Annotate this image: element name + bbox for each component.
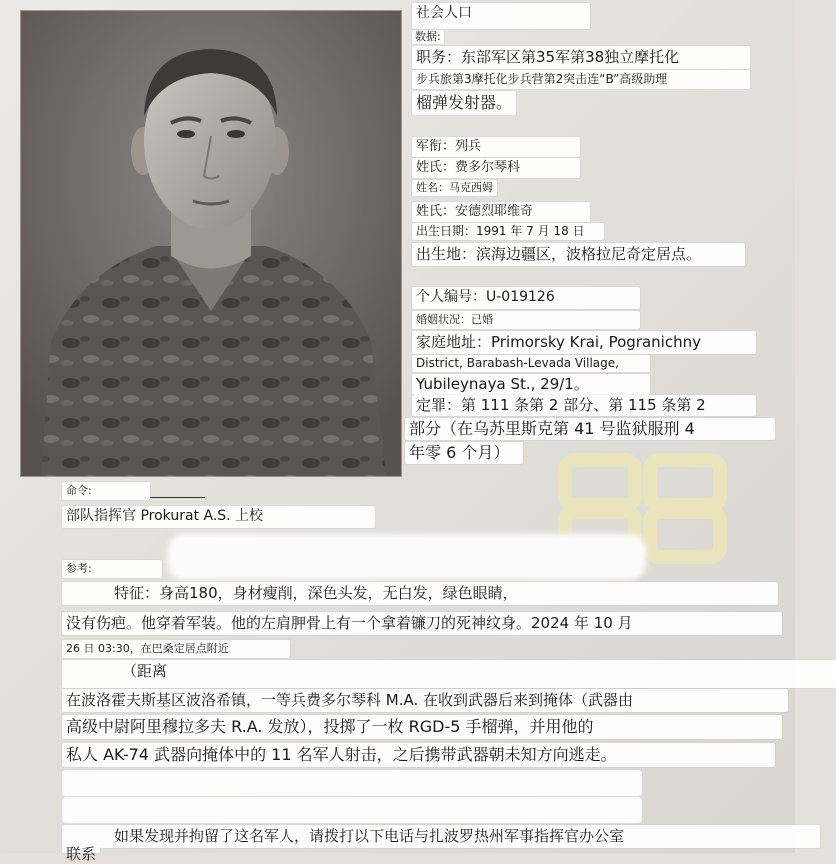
surname-field: 姓氏：费多尔琴科	[412, 158, 580, 178]
conviction-line-3: 年零 6 个月）	[405, 442, 523, 464]
features-line-3: 26 日 03:30，在巴桑定居点附近	[62, 640, 290, 658]
redaction-mask	[62, 770, 642, 796]
address-line-1: 家庭地址：Primorsky Krai, Pogranichny	[412, 331, 756, 354]
personal-id-field: 个人编号：U-019126	[412, 287, 640, 309]
divider	[150, 497, 205, 498]
rank-field: 军衔：列兵	[412, 137, 580, 157]
data-label: 数据:	[412, 30, 444, 44]
commander-line: 部队指挥官 Prokurat A.S. 上校	[62, 506, 375, 528]
social-label: 社会人口	[412, 3, 590, 29]
incident-line-2: 高级中尉阿里穆拉多夫 R.A. 发放），投掷了一枚 RGD-5 手榴弹，并用他的	[62, 715, 782, 739]
birth-place-field: 出生地：滨海边疆区，波格拉尼奇定居点。	[412, 243, 745, 266]
given-name-field: 姓名：马克西姆	[412, 180, 497, 196]
features-line-2: 没有伤疤。他穿着军装。他的左肩胛骨上有一个拿着镰刀的死神纹身。2024 年 10 月	[62, 612, 782, 635]
address-line-2: District, Barabash-Levada Village,	[412, 355, 650, 372]
appeal-line-2: 联系	[62, 845, 100, 853]
position-line-3: 榴弹发射器。	[412, 91, 516, 115]
order-label: 命令:	[62, 482, 150, 500]
reference-label: 参考:	[62, 560, 162, 578]
address-line-3: Yubileynaya St., 29/1。	[412, 374, 650, 395]
conviction-line-1: 定罪：第 111 条第 2 部分、第 115 条第 2	[412, 395, 756, 416]
patronymic-field: 姓氏：安德烈耶维奇	[412, 202, 590, 222]
distance-line: （距离	[62, 660, 836, 688]
features-line-1: 特征：身高180，身材瘦削，深色头发，无白发，绿色眼睛，	[62, 582, 778, 605]
incident-line-1: 在波洛霍夫斯基区波洛希镇，一等兵费多尔琴科 M.A. 在收到武器后来到掩体（武器由	[62, 689, 788, 712]
birth-date-field: 出生日期：1991 年 7 月 18 日	[412, 223, 604, 240]
conviction-line-2: 部分（在乌苏里斯克第 41 号监狱服刑 4	[405, 418, 775, 440]
soldier-photo	[20, 10, 402, 477]
marital-status-field: 婚姻状况：已婚	[412, 311, 640, 329]
position-line-1: 职务：东部军区第35军第38独立摩托化	[412, 46, 750, 69]
redaction-mask	[172, 538, 642, 576]
redaction-mask	[62, 797, 642, 823]
appeal-line-1: 如果发现并拘留了这名军人，请拨打以下电话与扎波罗热州军事指挥官办公室	[62, 825, 820, 848]
incident-line-3: 私人 AK-74 武器向掩体中的 11 名军人射击，之后携带武器朝未知方向逃走。	[62, 743, 775, 767]
position-line-2: 步兵旅第3摩托化步兵营第2突击连“B”高级助理	[412, 70, 750, 89]
